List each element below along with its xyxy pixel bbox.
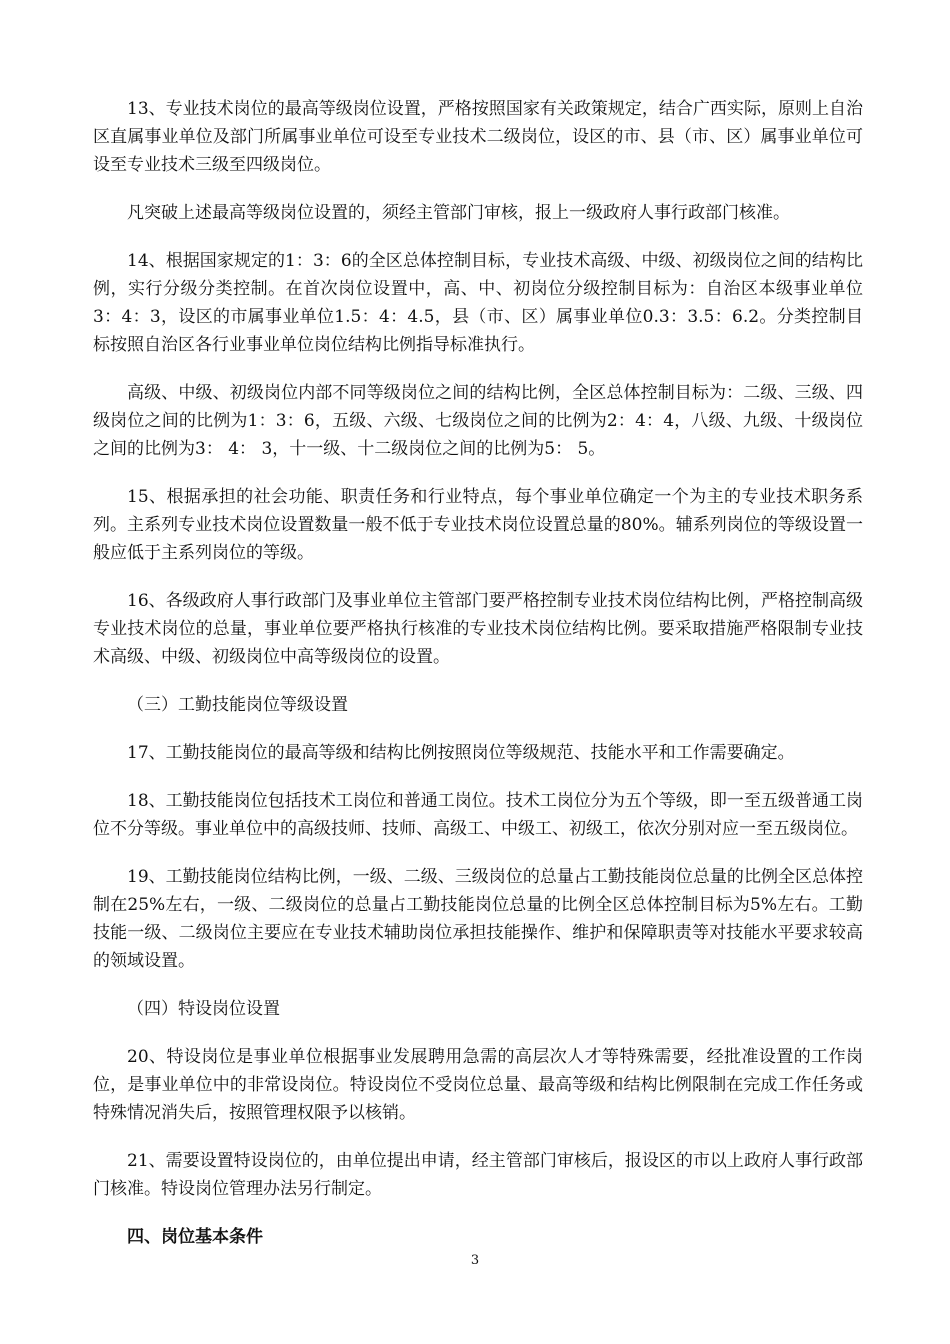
paragraph-17: 17、工勤技能岗位的最高等级和结构比例按照岗位等级规范、技能水平和工作需要确定。 (127, 743, 795, 763)
page-number: 3 (470, 1253, 480, 1268)
paragraph-13: 13、专业技术岗位的最高等级岗位设置，严格按照国家有关政策规定，结合广西实际，原则上自治区直属事业单位及部门所属事业单位可设至专业技术二级岗位，设区的市、县（市、区）属事业单位可设至专业技术三级至四级岗位。 (93, 99, 863, 175)
paragraph-13-note: 凡突破上述最高等级岗位设置的，须经主管部门审核，报上一级政府人事行政部门核准。 (127, 203, 790, 223)
paragraph-19: 19、工勤技能岗位结构比例，一级、二级、三级岗位的总量占工勤技能岗位总量的比例全区总体控制在25%左右，一级、二级岗位的总量占工勤技能岗位总量的比例全区总体控制目标为5%左右。工勤技能一级、二级岗位主要应在专业技术辅助岗位承担技能操作、维护和保障职责等对技能水平要求较高的领域设置。 (93, 867, 863, 971)
document-body (93, 95, 863, 1251)
paragraph-14-ratio: 高级、中级、初级岗位内部不同等级岗位之间的结构比例，全区总体控制目标为：二级、三级、四级岗位之间的比例为1：3：6，五级、六级、七级岗位之间的比例为2：4：4，八级、九级、十级岗位之间的比例为3： 4： 3，十一级、十二级岗位之间的比例为5： 5。 (93, 383, 863, 459)
subheading-worker-skill-grades: （三）工勤技能岗位等级设置 (127, 695, 348, 715)
subheading-special-posts: （四）特设岗位设置 (127, 999, 280, 1019)
paragraph-18: 18、工勤技能岗位包括技术工岗位和普通工岗位。技术工岗位分为五个等级，即一至五级普通工岗位不分等级。事业单位中的高级技师、技师、高级工、中级工、初级工，依次分别对应一至五级岗位。 (93, 791, 863, 839)
paragraph-21: 21、需要设置特设岗位的，由单位提出申请，经主管部门审核后，报设区的市以上政府人事行政部门核准。特设岗位管理办法另行制定。 (93, 1151, 863, 1199)
paragraph-14: 14、根据国家规定的1：3：6的全区总体控制目标，专业技术高级、中级、初级岗位之间的结构比例，实行分级分类控制。在首次岗位设置中，高、中、初岗位分级控制目标为：自治区本级事业单位3：4：3，设区的市属事业单位1.5：4：4.5，县（市、区）属事业单位0.3：3.5：6.2。分类控制目标按照自治区各行业事业单位岗位结构比例指导标准执行。 (93, 251, 863, 355)
section-heading: 四、岗位基本条件 (127, 1227, 263, 1247)
paragraph-20: 20、特设岗位是事业单位根据事业发展聘用急需的高层次人才等特殊需要，经批准设置的工作岗位，是事业单位中的非常设岗位。特设岗位不受岗位总量、最高等级和结构比例限制在完成工作任务或特殊情况消失后，按照管理权限予以核销。 (93, 1047, 863, 1123)
paragraph-16: 16、各级政府人事行政部门及事业单位主管部门要严格控制专业技术岗位结构比例，严格控制高级专业技术岗位的总量，事业单位要严格执行核准的专业技术岗位结构比例。要采取措施严格限制专业技术高级、中级、初级岗位中高等级岗位的设置。 (93, 591, 863, 667)
paragraph-15: 15、根据承担的社会功能、职责任务和行业特点，每个事业单位确定一个为主的专业技术职务系列。主系列专业技术岗位设置数量一般不低于专业技术岗位设置总量的80%。辅系列岗位的等级设置一般应低于主系列岗位的等级。 (93, 487, 863, 563)
